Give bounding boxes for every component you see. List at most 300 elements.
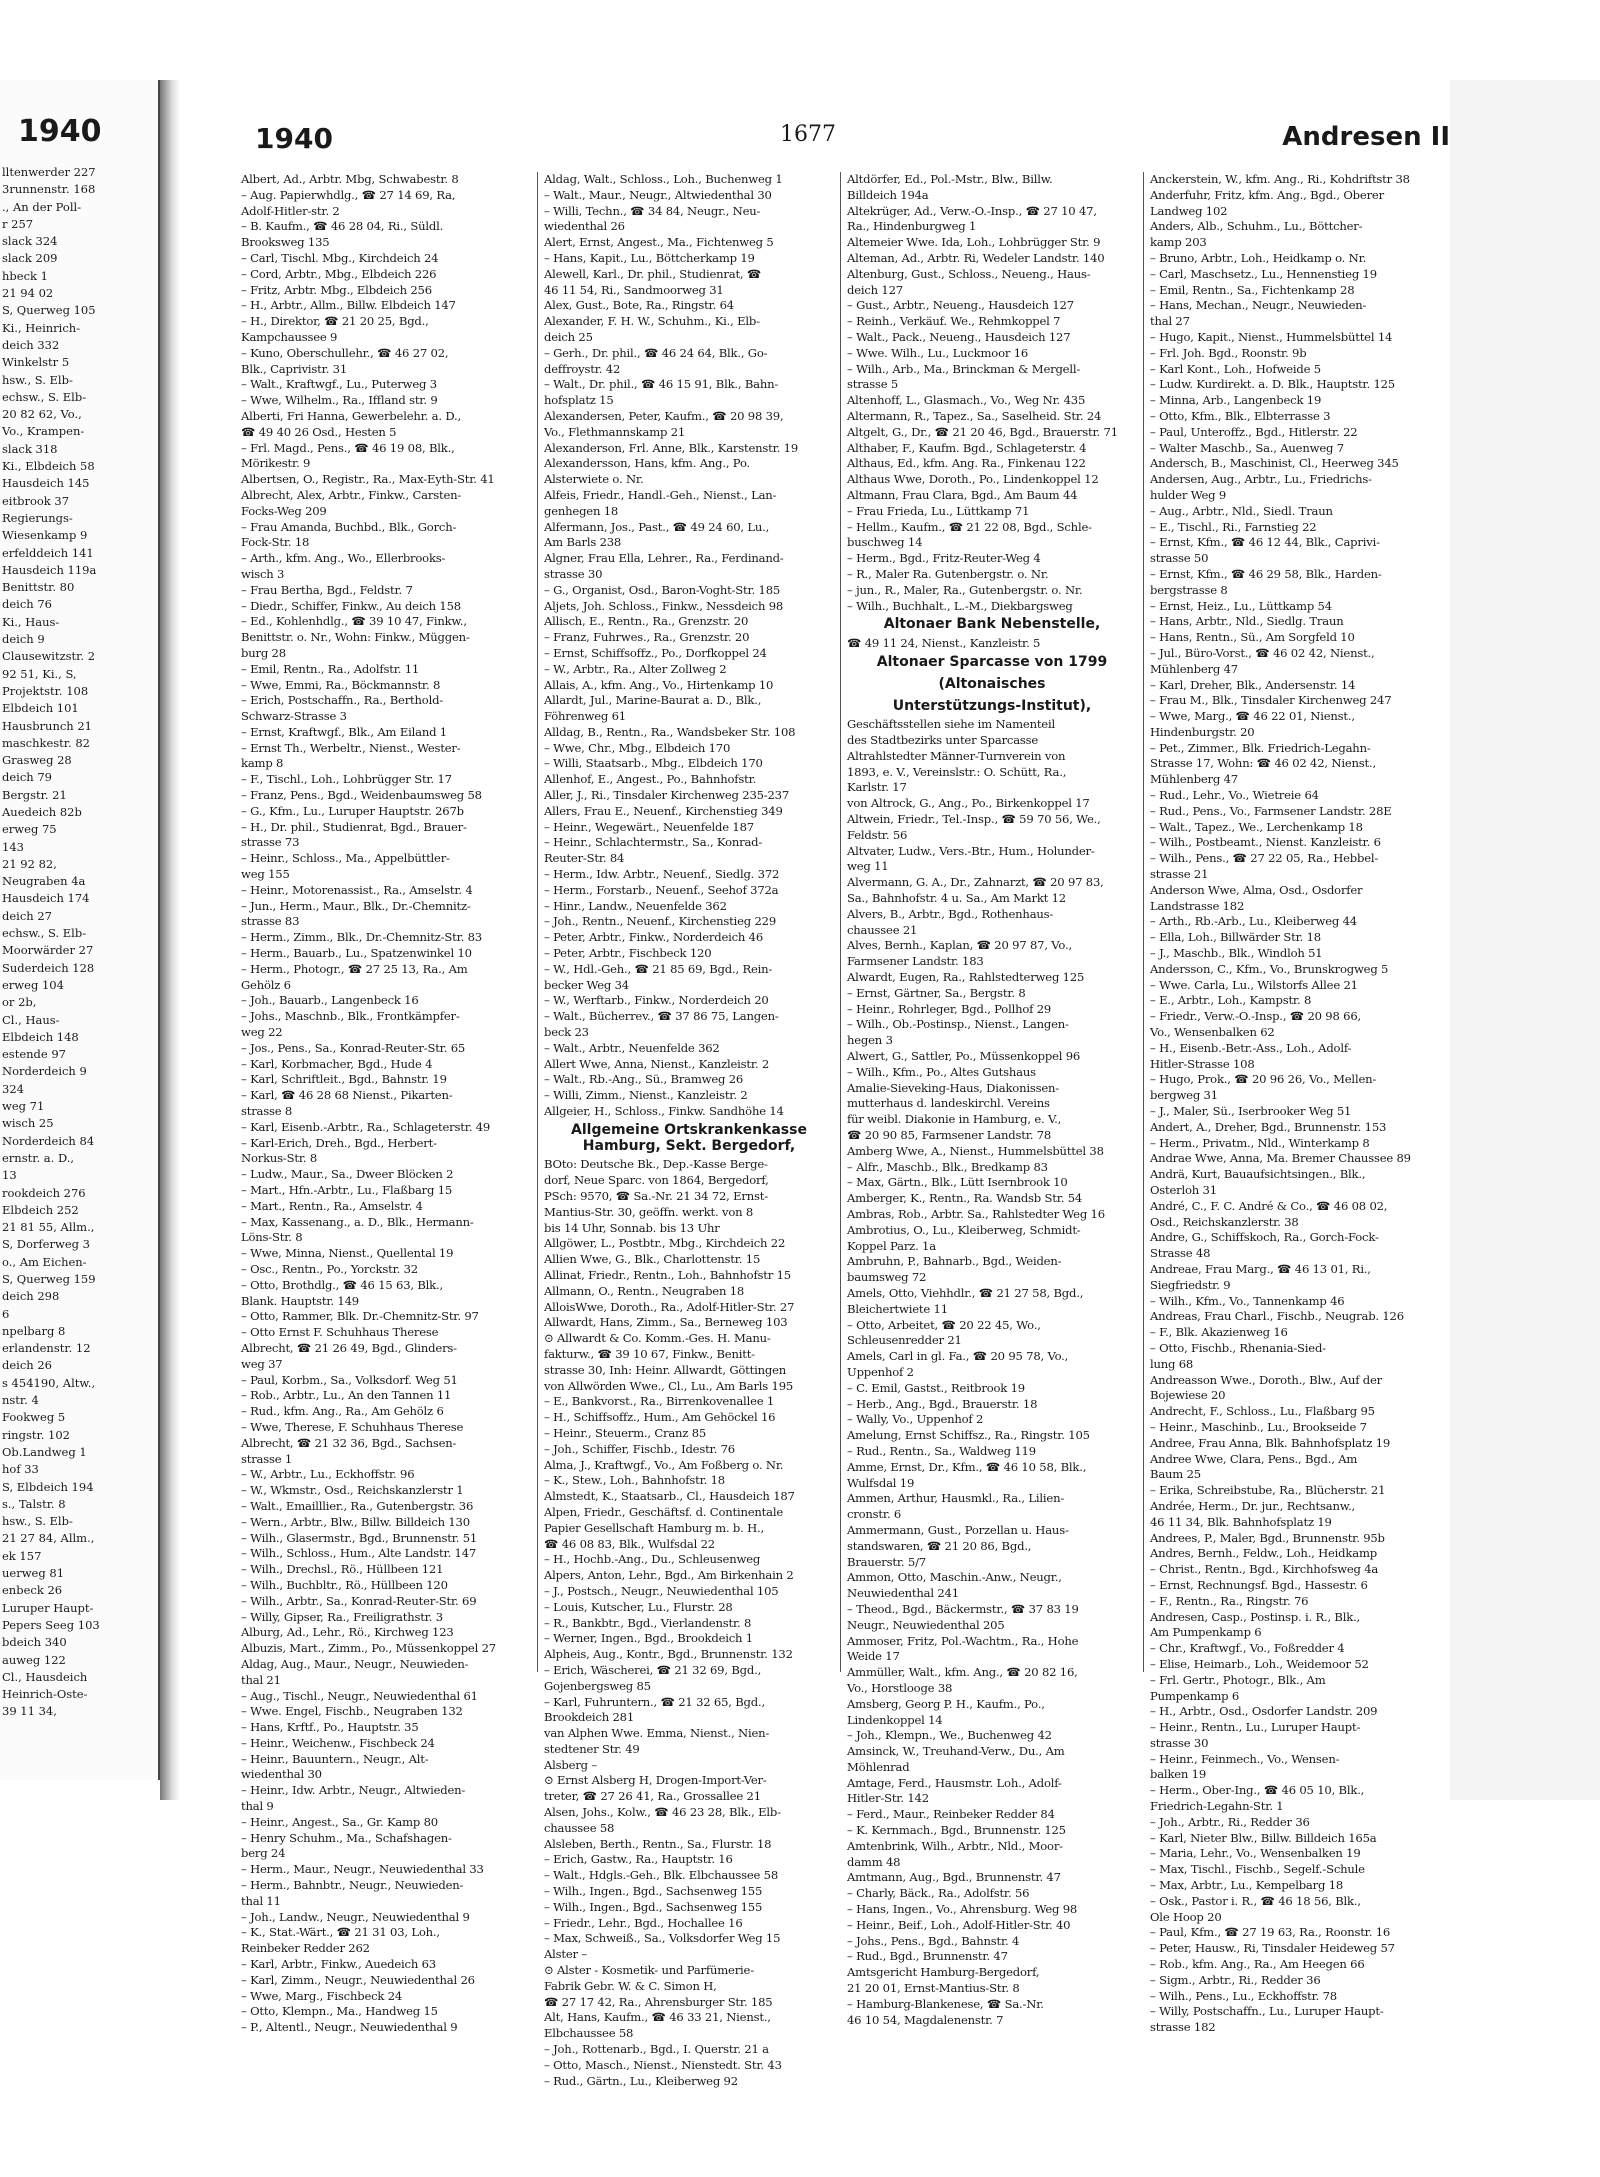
directory-entry: – Max, Gärtn., Blk., Lütt Isernbrook 10 [847,1175,1068,1190]
directory-entry: – Wwe. Engel, Fischb., Neugraben 132 [241,1704,463,1719]
directory-entry: – Peter, Hausw., Ri, Tinsdaler Heideweg 57 [1150,1941,1395,1956]
directory-entry: Alteman, Ad., Arbtr. Ri, Wedeler Landstr. 140 [847,250,1105,265]
directory-entry: – H., Schiffsoffz., Hum., Am Gehöckel 16 [544,1410,776,1425]
directory-entry: Alsberg – [544,1757,597,1772]
fragment-line: wisch 25 [2,1116,54,1131]
directory-entry: – Cord, Arbtr., Mbg., Elbdeich 226 [241,266,437,281]
directory-entry: Strasse 17, Wohn: ☎ 46 02 42, Nienst., [1150,756,1376,771]
directory-entry: – Theod., Bgd., Bäckermstr., ☎ 37 83 19 [847,1601,1079,1616]
directory-entry: Altdörfer, Ed., Pol.-Mstr., Blw., Billw. [847,172,1053,186]
directory-entry: Hitler-Strasse 108 [1150,1056,1255,1071]
directory-entry: – Wern., Arbtr., Blw., Billw. Billdeich 130 [241,1514,470,1529]
directory-entry: – Peter, Arbtr., Finkw., Norderdeich 46 [544,930,764,945]
fragment-line: lltenwerder 227 [2,165,96,179]
directory-entry: – Karl, Eisenb.-Arbtr., Ra., Schlageterstr. 49 [241,1119,491,1134]
directory-entry: Amsinck, W., Treuhand-Verw., Du., Am [847,1744,1065,1759]
directory-entry: ☎ 49 40 26 Osd., Hesten 5 [241,424,397,439]
directory-entry: – Mart., Hfn.-Arbtr., Lu., Flaßbarg 15 [241,1183,453,1197]
directory-entry: treter, ☎ 27 26 41, Ra., Grossallee 21 [544,1789,761,1804]
directory-entry: – Wally, Vo., Uppenhof 2 [847,1412,984,1427]
directory-entry: Allais, A., kfm. Ang., Vo., Hirtenkamp 10 [544,677,774,692]
directory-entry: – Willy, Postschaffn., Lu., Luruper Haupt- [1150,2004,1384,2019]
directory-entry: Aldag, Aug., Maur., Neugr., Neuwieden- [241,1656,469,1671]
fragment-line: or 2b, [2,995,37,1010]
directory-entry: – Otto, Brothdlg., ☎ 46 15 63, Blk., [241,1277,443,1292]
directory-entry: André, C., F. C. André & Co., ☎ 46 08 02, [1150,1198,1388,1213]
directory-entry: – Gerh., Dr. phil., ☎ 46 24 64, Blk., Go- [544,345,768,360]
fragment-line: Hausdeich 174 [2,891,90,906]
directory-entry: thal 11 [241,1893,281,1908]
directory-entry: Andresen, Casp., Postinsp. i. R., Blk., [1150,1609,1361,1624]
directory-entry: – Ludw., Maur., Sa., Dweer Blöcken 2 [241,1167,454,1182]
fragment-line: Hausdeich 119a [2,562,97,577]
directory-entry: Alburg, Ad., Lehr., Rö., Kirchweg 123 [241,1625,454,1640]
directory-entry: weg 11 [847,859,889,874]
fragment-line: s 454190, Altw., [2,1375,96,1390]
directory-entry: – Diedr., Schiffer, Finkw., Au deich 158 [241,598,461,613]
directory-entry: – Friedr., Lehr., Bgd., Hochallee 16 [544,1915,743,1930]
directory-entry: cronstr. 6 [847,1507,902,1522]
directory-entry: – Wilh., Ingen., Bgd., Sachsenweg 155 [544,1899,763,1914]
directory-entry: Andrée, Herm., Dr. jur., Rechtsanw., [1150,1498,1356,1513]
directory-entry: – Otto, Kfm., Blk., Elbterrasse 3 [1150,408,1331,423]
fragment-line: Projektstr. 108 [2,683,89,698]
directory-entry: – Walt., Rb.-Ang., Sü., Bramweg 26 [544,1072,744,1087]
directory-entry: Amberger, K., Rentn., Ra. Wandsb Str. 54 [847,1191,1083,1206]
directory-entry: Althaber, F., Kaufm. Bgd., Schlageterstr. 4 [847,440,1087,455]
directory-entry: – W., Arbtr., Lu., Eckhoffstr. 96 [241,1467,415,1482]
fragment-line: 39 11 34, [2,1704,57,1719]
directory-entry: – Hans, Krftf., Po., Hauptstr. 35 [241,1720,419,1735]
directory-entry: Mörikestr. 9 [241,456,311,471]
fragment-line: Clausewitzstr. 2 [2,649,96,664]
fragment-line: 21 27 84, Allm., [2,1531,95,1546]
fragment-line: S, Elbdeich 194 [2,1479,94,1494]
directory-entry: – Herm., Bauarb., Lu., Spatzenwinkel 10 [241,946,472,961]
directory-entry: Focks-Weg 209 [241,503,327,518]
fragment-line: Hausdeich 145 [2,476,90,491]
directory-entry: – Ernst, Heiz., Lu., Lüttkamp 54 [1150,598,1332,613]
directory-entry: – Max, Kassenang., a. D., Blk., Hermann- [241,1214,474,1229]
directory-entry: von Altrock, G., Ang., Po., Birkenkoppel 17 [847,796,1090,811]
fragment-line: deich 9 [2,632,45,647]
directory-entry: – Walt., Pack., Neueng., Hausdeich 127 [847,329,1071,344]
directory-entry: Koppel Parz. 1a [847,1238,936,1253]
directory-entry: Mantius-Str. 30, geöffn. werkt. von 8 [544,1204,754,1219]
directory-entry: Alex, Gust., Bote, Ra., Ringstr. 64 [544,298,734,313]
directory-entry: buschweg 14 [847,535,923,550]
directory-entry: Alster – [544,1947,587,1962]
directory-entry: lung 68 [1150,1356,1194,1371]
directory-entry: Alves, Bernh., Kaplan, ☎ 20 97 87, Vo., [847,938,1072,953]
fragment-line: 13 [2,1168,17,1183]
directory-entry: chaussee 21 [847,922,918,937]
directory-entry: chaussee 58 [544,1820,615,1835]
directory-entry: strasse 21 [1150,867,1209,882]
directory-entry: – Wilh., Arbtr., Sa., Konrad-Reuter-Str. 69 [241,1593,477,1608]
directory-entry: Allien Wwe, G., Blk., Charlottenstr. 15 [544,1252,761,1267]
directory-entry: – Karl, Schriftleit., Bgd., Bahnstr. 19 [241,1072,447,1087]
directory-entry: – Wwe, Therese, F. Schuhhaus Therese [241,1419,464,1434]
directory-entry: ☎ 46 08 83, Blk., Wulfsdal 22 [544,1536,715,1551]
directory-entry: BOto: Deutsche Bk., Dep.-Kasse Berge- [544,1157,768,1172]
directory-entry: Vo., Wensenbalken 62 [1150,1025,1275,1040]
directory-entry: Osd., Reichskanzlerstr. 38 [1150,1214,1299,1229]
directory-entry: – Jul., Büro-Vorst., ☎ 46 02 42, Nienst., [1150,645,1375,660]
fragment-line: slack 324 [2,234,58,249]
directory-entry: Alsen, Johs., Kolw., ☎ 46 23 28, Blk., Elb- [544,1805,781,1820]
directory-entry: – Franz, Pens., Bgd., Weidenbaumsweg 58 [241,788,482,803]
directory-entry: – Paul, Unteroffz., Bgd., Hitlerstr. 22 [1150,424,1358,439]
directory-entry: Pumpenkamp 6 [1150,1688,1240,1703]
directory-entry: – W., Hdl.-Geh., ☎ 21 85 69, Bgd., Rein- [544,961,773,976]
directory-entry: – Walt., Tapez., We., Lerchenkamp 18 [1150,819,1363,834]
directory-entry: Amelung, Ernst Schiffsz., Ra., Ringstr. 105 [847,1428,1090,1443]
directory-entry: – Heinr., Beif., Loh., Adolf-Hitler-Str. 40 [847,1917,1071,1932]
directory-entry: Hindenburgstr. 20 [1150,724,1255,739]
directory-entry: – Heinr., Feinmech., Vo., Wensen- [1150,1751,1340,1766]
directory-entry: – C. Emil, Gastst., Reitbrook 19 [847,1380,1025,1395]
directory-entry: strasse 30 [544,566,603,581]
directory-entry: – Wilh., Pens., ☎ 27 22 05, Ra., Hebbel- [1150,851,1379,866]
directory-entry: – Hellm., Kaufm., ☎ 21 22 08, Bgd., Schle- [847,519,1092,534]
directory-entry: – Hugo, Prok., ☎ 20 96 26, Vo., Mellen- [1150,1072,1377,1087]
directory-entry: Reinbeker Redder 262 [241,1941,370,1956]
directory-entry: hegen 3 [847,1033,893,1048]
directory-entry: Andersen, Aug., Arbtr., Lu., Friedrichs- [1150,472,1372,487]
fragment-line: erlandenstr. 12 [2,1341,91,1356]
directory-entry: – Otto Ernst F. Schuhhaus Therese [241,1325,439,1340]
directory-entry: AlloisWwe, Doroth., Ra., Adolf-Hitler-Str. 27 [544,1299,795,1314]
directory-entry: – Wilh., Postbeamt., Nienst. Kanzleistr. 6 [1150,835,1381,850]
directory-entry: Fock-Str. 18 [241,535,310,550]
directory-entry: – Joh., Arbtr., Ri., Redder 36 [1150,1814,1310,1829]
directory-entry: – W., Wkmstr., Osd., Reichskanzlerstr 1 [241,1483,464,1498]
fragment-line: Elbdeich 148 [2,1029,79,1044]
directory-entry: – Kuno, Oberschullehr., ☎ 46 27 02, [241,345,449,360]
directory-entry: – Walt., Emailllier., Ra., Gutenbergstr. 36 [241,1498,474,1513]
directory-entry: burg 28 [241,645,286,660]
directory-entry: Althaus, Ed., kfm. Ang. Ra., Finkenau 122 [847,456,1086,471]
directory-entry: – Jun., Herm., Maur., Blk., Dr.-Chemnitz- [241,898,471,913]
directory-entry: – Wwe, Marg., Fischbeck 24 [241,1988,403,2003]
fragment-line: Ki., Haus- [2,614,60,629]
fragment-line: maschkestr. 82 [2,735,90,750]
directory-entry: thal 9 [241,1799,274,1814]
directory-entry: Andreae, Frau Marg., ☎ 46 13 01, Ri., [1150,1261,1371,1276]
directory-entry: – Arth., Rb.-Arb., Lu., Kleiberweg 44 [1150,914,1357,929]
directory-entry: – Willi, Zimm., Nienst., Kanzleistr. 2 [544,1088,748,1103]
directory-entry: Landstrasse 182 [1150,898,1245,913]
directory-entry: Ra., Hindenburgweg 1 [847,219,977,234]
directory-entry: – Erich, Postschaffn., Ra., Berthold- [241,693,444,708]
directory-entry: Siegfriedstr. 9 [1150,1277,1231,1292]
directory-entry: Altgelt, G., Dr., ☎ 21 20 46, Bgd., Brauerstr. 71 [847,424,1118,439]
directory-entry: – Ernst, Rechnungsf. Bgd., Hassestr. 6 [1150,1577,1368,1592]
directory-entry: – W., Arbtr., Ra., Alter Zollweg 2 [544,661,727,676]
directory-entry: Ammen, Arthur, Hausmkl., Ra., Lilien- [847,1491,1065,1506]
directory-entry: Brooksweg 135 [241,235,330,250]
directory-entry: 21 20 01, Ernst-Mantius-Str. 8 [847,1981,1020,1996]
directory-entry: – H., Arbtr., Osd., Osdorfer Landstr. 209 [1150,1704,1378,1719]
fragment-line: erfelddeich 141 [2,545,94,560]
directory-entry: Alsterwiete o. Nr. [544,472,644,487]
directory-column-2 [538,172,841,2088]
directory-entry: – Wilh., Buchbltr., Rö., Hüllbeen 120 [241,1577,448,1592]
directory-entry: – Paul, Kfm., ☎ 27 19 63, Ra., Roonstr. 16 [1150,1925,1391,1940]
directory-entry: ⊙ Allwardt & Co. Komm.-Ges. H. Manu- [544,1331,771,1346]
directory-entry: damm 48 [847,1854,901,1869]
directory-entry: – Wwe, Minna, Nienst., Quellental 19 [241,1246,454,1261]
directory-entry: – Herb., Ang., Bgd., Brauerstr. 18 [847,1396,1038,1411]
directory-entry: – Heinr., Rohrleger, Bgd., Pollhof 29 [847,1001,1052,1016]
directory-entry: Ammoser, Fritz, Pol.-Wachtm., Ra., Hohe [847,1633,1079,1648]
directory-entry: Alexander, F. H. W., Schuhm., Ki., Elb- [544,314,760,329]
fragment-line: deich 26 [2,1358,52,1373]
fragment-line: ernstr. a. D., [2,1150,75,1165]
directory-entry: 46 11 34, Blk. Bahnhofsplatz 19 [1150,1514,1332,1529]
directory-entry: des Stadtbezirks unter Sparcasse [847,733,1039,748]
fragment-line: S, Dorferweg 3 [2,1237,90,1252]
directory-entry: Brauerstr. 5/7 [847,1554,926,1569]
directory-entry: – Hamburg-Blankenese, ☎ Sa.-Nr. [847,1996,1044,2011]
directory-entry: Alert, Ernst, Angest., Ma., Fichtenweg 5 [544,235,774,250]
directory-entry: Alexanderson, Frl. Anne, Blk., Karstenstr. 19 [544,440,799,455]
directory-entry: – Karl, Arbtr., Finkw., Auedeich 63 [241,1957,436,1972]
directory-entry: – Osc., Rentn., Po., Yorckstr. 32 [241,1261,418,1276]
directory-entry: Alwardt, Eugen, Ra., Rahlstedterweg 125 [847,970,1085,985]
directory-entry: Amels, Carl in gl. Fa., ☎ 20 95 78, Vo., [847,1349,1069,1364]
directory-entry: – Erich, Gastw., Ra., Hauptstr. 16 [544,1852,733,1867]
directory-entry: Schleusenredder 21 [847,1333,962,1348]
directory-entry: Alexandersson, Hans, kfm. Ang., Po. [544,456,751,471]
directory-entry: Lindenkoppel 14 [847,1712,943,1727]
book-gutter [160,80,180,1800]
directory-entry: – Heinr., Motorenassist., Ra., Amselstr. 4 [241,882,473,897]
directory-entry: Amtage, Ferd., Hausmstr. Loh., Adolf- [847,1775,1062,1790]
directory-entry: Adolf-Hitler-str. 2 [241,203,340,218]
directory-entry: strasse 5 [847,377,899,392]
directory-entry: Osterloh 31 [1150,1183,1217,1197]
directory-entry: van Alphen Wwe. Emma, Nienst., Nien- [544,1726,770,1741]
directory-entry: Amalie-Sieveking-Haus, Diakonissen- [847,1080,1059,1095]
fragment-line: Moorwärder 27 [2,943,94,958]
directory-entry: becker Weg 34 [544,977,629,992]
directory-entry: – Joh., Rottenarb., Bgd., I. Querstr. 21 a [544,2042,769,2057]
directory-entry: – Rob., Arbtr., Lu., An den Tannen 11 [241,1388,452,1403]
directory-entry: – Otto, Rammer, Blk. Dr.-Chemnitz-Str. 97 [241,1309,479,1324]
directory-entry: Am Barls 238 [544,535,622,550]
fragment-line: npelbarg 8 [2,1323,66,1338]
directory-entry: – R., Maler Ra. Gutenbergstr. o. Nr. [847,566,1049,581]
fragment-line: ringstr. 102 [2,1427,70,1442]
directory-entry: – Charly, Bäck., Ra., Adolfstr. 56 [847,1886,1030,1901]
directory-entry: – Herm., Bahnbtr., Neugr., Neuwieden- [241,1878,464,1893]
fragment-line: Winkelstr 5 [2,355,70,370]
directory-entry: – Herm., Forstarb., Neuenf., Seehof 372a [544,882,779,897]
directory-entry: Albrecht, ☎ 21 26 49, Bgd., Glinders- [241,1340,457,1355]
directory-entry: 1893, e. V., Vereinslstr.: O. Schütt, Ra., [847,764,1067,779]
directory-entry: – Sigm., Arbtr., Ri., Redder 36 [1150,1972,1321,1987]
directory-entry: – Aug., Tischl., Neugr., Neuwiedenthal 61 [241,1688,478,1703]
directory-entry: Andersson, C., Kfm., Vo., Brunskrogweg 5 [1150,961,1389,976]
directory-entry: Andre, G., Schiffskoch, Ra., Gorch-Fock- [1150,1230,1379,1245]
directory-entry: Aljets, Joh. Schloss., Finkw., Nessdeich 98 [544,598,784,613]
directory-entry: – Rud., Rentn., Sa., Waldweg 119 [847,1443,1036,1458]
directory-entry: – F., Tischl., Loh., Lohbrügger Str. 17 [241,772,452,787]
directory-entry: Alma, J., Kraftwgf., Vo., Am Foßberg o. Nr. [544,1457,784,1472]
directory-entry: beck 23 [544,1025,589,1040]
directory-entry: PSch: 9570, ☎ Sa.-Nr. 21 34 72, Ernst- [544,1189,768,1203]
directory-entry: von Allwörden Wwe., Cl., Lu., Am Barls 195 [544,1378,794,1393]
directory-entry: – Hinr., Landw., Neuenfelde 362 [544,898,727,913]
directory-entry: weg 37 [241,1356,283,1371]
directory-entry: – Karl-Erich, Dreh., Bgd., Herbert- [241,1135,437,1150]
directory-entry: Landweg 102 [1150,203,1228,218]
directory-entry: – Christ., Rentn., Bgd., Kirchhofsweg 4a [1150,1562,1379,1577]
directory-entry: Altenburg, Gust., Schloss., Neueng., Haus- [847,266,1091,281]
fragment-line: Neugraben 4a [2,874,86,889]
directory-entry: – H., Arbtr., Allm., Billw. Elbdeich 147 [241,298,456,313]
directory-entry: Altermann, R., Tapez., Sa., Saselheid. Str. 24 [847,408,1102,423]
directory-entry: Albrecht, ☎ 21 32 36, Bgd., Sachsen- [241,1435,457,1450]
directory-entry: – H., Hochb.-Ang., Du., Schleusenweg [544,1552,761,1567]
directory-entry: – Otto, Masch., Nienst., Nienstedt. Str. 43 [544,2057,782,2072]
directory-entry: – Jos., Pens., Sa., Konrad-Reuter-Str. 65 [241,1040,466,1055]
directory-entry: genhegen 18 [544,503,619,518]
fragment-line: hof 33 [2,1462,39,1477]
directory-entry: Mühlenberg 47 [1150,772,1238,787]
directory-entry: – Maria, Lehr., Vo., Wensenbalken 19 [1150,1846,1361,1861]
fragment-line: Cl., Haus- [2,1012,60,1027]
directory-entry: Altekrüger, Ad., Verw.-O.-Insp., ☎ 27 10 47, [847,203,1097,218]
directory-entry: – Wilh., Kfm., Po., Altes Gutshaus [847,1064,1036,1079]
directory-entry: Alwert, G., Sattler, Po., Müssenkoppel 96 [847,1049,1081,1064]
fragment-line: s., Talstr. 8 [2,1496,66,1511]
directory-entry: – Hugo, Kapit., Nienst., Hummelsbüttel 14 [1150,329,1393,344]
fragment-line: deich 27 [2,908,52,923]
directory-entry: Allgeier, H., Schloss., Finkw. Sandhöhe 14 [544,1104,784,1119]
directory-entry: weg 22 [241,1025,283,1040]
directory-entry: Wulfsdal 19 [847,1475,915,1490]
directory-entry: Andreas, Frau Charl., Fischb., Neugrab. 126 [1150,1309,1404,1324]
directory-entry: – Max, Arbtr., Lu., Kempelbarg 18 [1150,1878,1344,1893]
directory-entry: Albrecht, Alex, Arbtr., Finkw., Carsten- [241,487,462,502]
directory-entry: – Heinr., Rentn., Lu., Luruper Haupt- [1150,1720,1361,1735]
directory-entry: deffroystr. 42 [544,361,621,376]
fragment-line: 324 [2,1081,24,1096]
directory-entry: – Willy, Gipser, Ra., Freiligrathstr. 3 [241,1609,443,1624]
directory-entry: fakturw., ☎ 39 10 67, Finkw., Benitt- [544,1346,755,1361]
directory-entry: hofsplatz 15 [544,393,614,408]
directory-entry: – E., Tischl., Ri., Farnstieg 22 [1150,519,1317,534]
directory-entry: Ammüller, Walt., kfm. Ang., ☎ 20 82 16, [847,1665,1078,1680]
fragment-line: Ki., Elbdeich 58 [2,459,95,474]
directory-entry: – Wwe, Marg., ☎ 46 22 01, Nienst., [1150,709,1355,724]
directory-entry: Altmann, Frau Clara, Bgd., Am Baum 44 [847,487,1078,502]
directory-entry: berg 24 [241,1846,286,1861]
directory-entry: – Arth., kfm. Ang., Wo., Ellerbrooks- [241,551,446,566]
directory-entry: Billdeich 194a [847,187,929,202]
directory-column-1 [235,172,538,2035]
directory-entry: Ammermann, Gust., Porzellan u. Haus- [847,1522,1069,1537]
left-page-fragment [0,80,161,1780]
directory-entry: deich 25 [544,329,593,344]
fragment-line: 92 51, Ki., S, [2,666,77,681]
directory-entry: Anckerstein, W., kfm. Ang., Ri., Kohdriftstr 38 [1150,172,1410,186]
directory-entry: Alpers, Anton, Lehr., Bgd., Am Birkenhain 2 [544,1568,794,1583]
institution-banner: Altonaer Sparcasse von 1799 [876,653,1108,670]
running-head: Andresen II [1282,122,1450,152]
fragment-line: Benittstr. 80 [2,580,75,595]
directory-entry: – J., Maler, Sü., Iserbrooker Weg 51 [1150,1104,1352,1119]
directory-entry: – Walt., Kraftwgf., Lu., Puterweg 3 [241,377,437,392]
directory-entry: hulder Weg 9 [1150,487,1227,502]
directory-entry: – Ernst Th., Werbeltr., Nienst., Wester- [241,740,461,755]
directory-entry: Almstedt, K., Staatsarb., Cl., Hausdeich 187 [544,1489,795,1504]
directory-entry: Allgöwer, L., Postbtr., Mbg., Kirchdeich 22 [544,1236,786,1251]
directory-entry: – Wilh., Drechsl., Rö., Hüllbeen 121 [241,1562,444,1577]
directory-entry: standswaren, ☎ 21 20 86, Bgd., [847,1538,1032,1553]
directory-entry: – F., Rentn., Ra., Ringstr. 76 [1150,1593,1309,1608]
institution-banner: Allgemeine Ortskrankenkasse Hamburg, Sekt. Bergedorf, [571,1121,807,1154]
directory-entry: – Walter Maschb., Sa., Auenweg 7 [1150,440,1344,455]
fragment-line: erweg 104 [2,977,64,992]
directory-entry: Andree, Frau Anna, Blk. Bahnhofsplatz 19 [1150,1435,1391,1450]
directory-entry: Alfeis, Friedr., Handl.-Geh., Nienst., Lan- [544,487,777,502]
directory-entry: Amels, Otto, Viehhdlr., ☎ 21 27 58, Bgd., [847,1285,1084,1300]
directory-entry: Ole Hoop 20 [1150,1909,1222,1924]
directory-entry: – Wwe. Wilh., Lu., Luckmoor 16 [847,345,1029,360]
directory-entry: Papier Gesellschaft Hamburg m. b. H., [544,1520,765,1535]
directory-entry: Friedrich-Legahn-Str. 1 [1150,1799,1284,1814]
directory-entry: Ammon, Otto, Maschin.-Anw., Neugr., [847,1570,1062,1585]
directory-entry: – Max, Schweiß., Sa., Volksdorfer Weg 15 [544,1931,781,1946]
directory-entry: – J., Postsch., Neugr., Neuwiedenthal 105 [544,1583,779,1598]
directory-entry: – Wilh., Pens., Lu., Eckhoffstr. 78 [1150,1988,1337,2003]
directory-entry: – Friedr., Verw.-O.-Insp., ☎ 20 98 66, [1150,1009,1361,1024]
directory-entry: – Bruno, Arbtr., Loh., Heidkamp o. Nr. [1150,250,1367,265]
fragment-line: o., Am Eichen- [2,1254,87,1269]
directory-entry: – Frau Amanda, Buchbd., Blk., Gorch- [241,519,457,534]
fragment-line: 21 81 55, Allm., [2,1220,95,1235]
fragment-line: rookdeich 276 [2,1185,86,1200]
directory-entry: – Heinr., Wegewärt., Neuenfelde 187 [544,819,754,834]
directory-entry: Andres, Bernh., Feldw., Loh., Heidkamp [1150,1546,1377,1561]
directory-entry: kamp 203 [1150,235,1207,250]
fragment-line: Heinrich-Oste- [2,1687,88,1702]
directory-entry: Allardt, Jul., Marine-Baurat a. D., Blk., [544,693,762,708]
directory-entry: – Reinh., Verkäuf. We., Rehmkoppel 7 [847,314,1061,329]
directory-entry: Feldstr. 56 [847,827,908,842]
directory-entry: Ambrotius, O., Lu., Kleiberweg, Schmidt- [847,1222,1081,1237]
directory-entry: strasse 8 [241,1104,293,1119]
directory-entry: – Wilh., Kfm., Vo., Tannenkamp 46 [1150,1293,1345,1308]
fragment-line: Elbdeich 252 [2,1202,79,1217]
directory-entry: Farmsener Landstr. 183 [847,954,984,969]
directory-column-4 [1144,172,1447,2035]
directory-entry: ☎ 20 90 85, Farmsener Landstr. 78 [847,1128,1052,1143]
directory-entry: – H., Eisenb.-Betr.-Ass., Loh., Adolf- [1150,1040,1352,1055]
fragment-line: echsw., S. Elb- [2,926,87,941]
directory-entry: Alsleben, Berth., Rentn., Sa., Flurstr. 18 [544,1836,772,1851]
directory-entry: – F., Blk. Akazienweg 16 [1150,1325,1288,1340]
directory-entry: Alvers, B., Arbtr., Bgd., Rothenhaus- [847,906,1054,921]
directory-entry: – Ferd., Maur., Reinbeker Redder 84 [847,1807,1055,1822]
directory-entry: bergweg 31 [1150,1088,1218,1103]
directory-entry: – Hans, Mechan., Neugr., Neuwieden- [1150,298,1367,313]
directory-entry: – Pet., Zimmer., Blk. Friedrich-Legahn- [1150,740,1371,755]
